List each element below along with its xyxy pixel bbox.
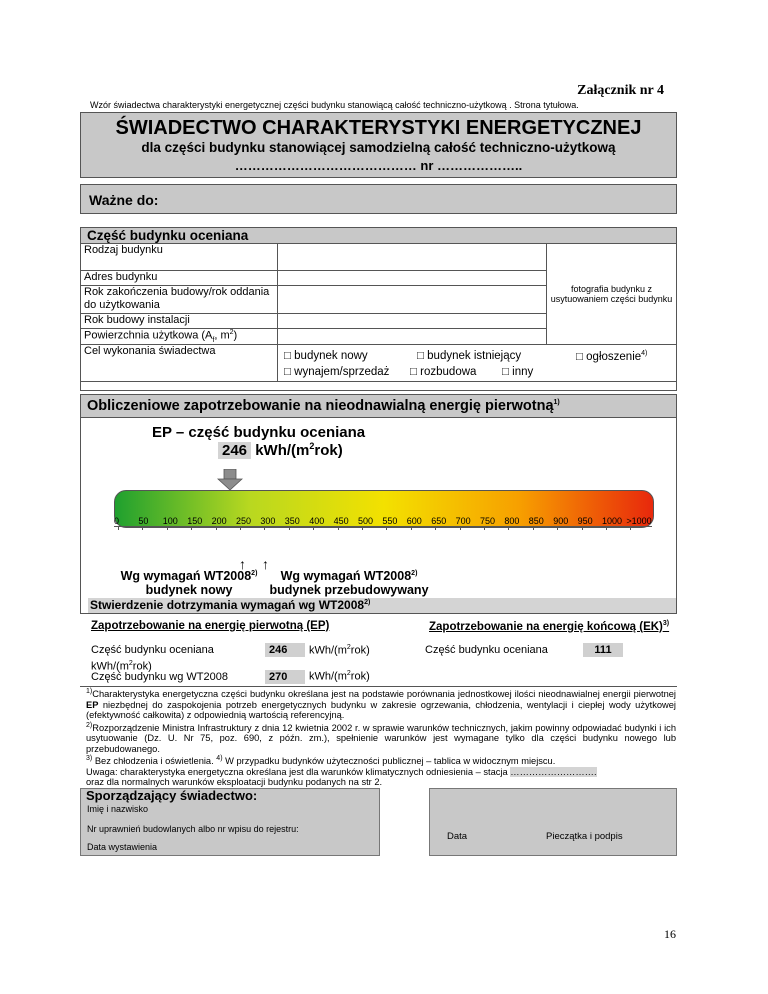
note-1: Uwaga: charakterystyka energetyczna określana jest dla warunków klimatycznych odniesienia – stacja ………………………. [86, 766, 597, 777]
ep-unit: kWh/$(m^2rok)$ [255, 441, 343, 459]
option-announcement[interactable]: □ ogłoszenie$^{4)}$ [576, 350, 648, 363]
ep-demand-heading: Zapotrzebowanie na energię pierwotną (EP) [91, 620, 330, 632]
scale-tick-label: 900 [553, 516, 569, 526]
scale-tick-label: 800 [504, 516, 520, 526]
scale-tick-label: 150 [187, 516, 203, 526]
building-section-heading: Część budynku oceniana [87, 228, 249, 243]
scale-tick-mark [289, 526, 290, 530]
issuer-heading: Sporządzający świadectwo: [86, 788, 258, 803]
scale-tick-label: 500 [358, 516, 374, 526]
ep-value-line [218, 441, 343, 459]
scale-tick-label: >1000 [626, 516, 652, 526]
energy-section-heading-bar [81, 395, 676, 418]
requirement-arrow-new: ↑ [239, 556, 246, 572]
footnote-3-4: $^{3)}$ Bez chłodzenia i oświetlenia. $^{4)}$ W przypadku budynków użyteczności publicznej – tablica w widocznym miejscu. [86, 755, 556, 767]
scale-tick-label: 750 [480, 516, 496, 526]
scale-tick-label: 250 [236, 516, 252, 526]
ek-demand-heading: Zapotrzebowanie na energię końcową (EK)$^{3)}$ [429, 620, 670, 633]
scale-tick-label: 350 [284, 516, 300, 526]
energy-section-heading: Obliczeniowe zapotrzebowanie na nieodnawialną energię pierwotną$^{1)}$ [87, 398, 560, 414]
signature-box [429, 788, 677, 856]
scale-tick-label: 400 [309, 516, 325, 526]
scale-tick-label: 550 [382, 516, 398, 526]
compliance-bar [88, 598, 676, 613]
row-installation-year: Rok budowy instalacji [81, 314, 278, 329]
option-rent-sale[interactable]: □ wynajem/sprzedaż [284, 366, 390, 378]
compliance-label: Stwierdzenie dotrzymania wymagań wg WT2008$^{2)}$ [90, 598, 371, 612]
input-installation-year[interactable] [278, 314, 547, 329]
scale-tick-label: 700 [455, 516, 471, 526]
scale-tick-mark [582, 526, 583, 530]
scale-tick-mark [167, 526, 168, 530]
scale-tick-mark [411, 526, 412, 530]
certificate-header [80, 112, 677, 178]
row-floor-area: Powierzchnia użytkowa ($A_f$, $m^2$) [81, 329, 278, 345]
requirement-arrow-rebuilt: ↑ [262, 556, 269, 572]
scale-tick-mark [264, 526, 265, 530]
ep-value: 246 [218, 442, 251, 459]
row-building-type: Rodzaj budynku [81, 244, 278, 271]
req-new-label: Wg wymagań WT2008$^{2)}$ budynek nowy [120, 569, 258, 597]
scale-tick-mark [191, 526, 192, 530]
scale-tick-mark [240, 526, 241, 530]
scale-tick-mark [362, 526, 363, 530]
input-address[interactable] [278, 271, 547, 286]
photo-placeholder [547, 244, 677, 345]
option-extension[interactable]: □ rozbudowa [410, 366, 477, 378]
row-purpose: Cel wykonania świadectwa [81, 345, 278, 382]
scale-tick-mark [460, 526, 461, 530]
scale-tick-mark [484, 526, 485, 530]
certificate-title: ŚWIADECTWO CHARAKTERYSTYKI ENERGETYCZNEJ [115, 117, 642, 139]
issuer-name-label: Imię i nazwisko [87, 804, 149, 814]
scale-axis-line [114, 526, 652, 527]
scale-tick-mark [142, 526, 143, 530]
scale-tick-mark [386, 526, 387, 530]
scale-tick-mark [313, 526, 314, 530]
row-address: Adres budynku [81, 271, 278, 286]
scale-tick-mark [533, 526, 534, 530]
scale-tick-label: 950 [577, 516, 593, 526]
issuer-box [80, 788, 380, 856]
scale-tick-label: 850 [528, 516, 544, 526]
scale-tick-label: 1000 [602, 516, 623, 526]
certificate-subtitle: dla części budynku stanowiącej samodzielną całość techniczno-użytkową [141, 140, 616, 155]
ep-marker-arrow [217, 469, 243, 491]
scale-tick-mark [338, 526, 339, 530]
req-rebuilt-label: Wg wymagań WT2008$^{2)}$ budynek przebudowywany [269, 569, 429, 597]
building-table [80, 243, 677, 382]
scale-tick-label: 100 [162, 516, 178, 526]
note-2: oraz dla normalnych warunków eksploatacji budynku podanych na str 2. [86, 777, 383, 788]
row-completion-year: Rok zakończenia budowy/rok oddania do użytkowania [81, 286, 278, 314]
ek-row-value: 111 [583, 643, 623, 657]
date-label: Data [447, 831, 468, 842]
ek-row-label: Część budynku oceniana [425, 644, 548, 656]
scale-tick-label: 300 [260, 516, 276, 526]
option-existing-building[interactable]: □ budynek istniejący [417, 350, 522, 362]
ep-row2-value: 270 [265, 670, 305, 684]
scale-tick-label: 50 [138, 516, 149, 526]
scale-tick-label: 650 [431, 516, 447, 526]
energy-scale [114, 516, 652, 536]
scale-tick-mark [435, 526, 436, 530]
scale-tick-mark [118, 526, 119, 530]
stamp-signature-label: Pieczątka i podpis [546, 831, 623, 842]
valid-until-box [80, 184, 677, 214]
page-number: 16 [664, 927, 676, 941]
ep-label: EP – część budynku oceniana [152, 424, 366, 441]
valid-until-label: Ważne do: [89, 192, 159, 208]
ep-row2-unit: kWh/$(m^2rok)$ [309, 670, 370, 683]
footnote-1: $^{1)}$Charakterystyka energetyczna części budynku określana jest na podstawie porównania jednostkowej ilości nieodnawialnej energii pierwotnej EP niezbędnej do zaspokojenia potrzeb energetycznych budynku w zakresie ogrzewania, chłodzenia, wentylacji i ciepłej wody użytkowej (efektywność całkowita) z odpowiednią wartością referencyjną. [86, 688, 676, 721]
input-floor-area[interactable] [278, 329, 547, 345]
scale-tick-mark [508, 526, 509, 530]
pattern-note: Wzór świadectwa charakterystyki energetycznej części budynku stanowiącą całość techniczno-użytkową . Strona tytułowa. [90, 100, 579, 110]
footnotes [86, 687, 676, 788]
scale-tick-mark [216, 526, 217, 530]
ep-row1-label: Część budynku oceniana kWh/$(m^2rok)$ [91, 644, 214, 673]
scale-tick-mark [630, 526, 631, 530]
building-section-heading-bar [81, 228, 676, 244]
annex-label: Załącznik nr 4 [577, 83, 664, 98]
footnote-2: $^{2)}$Rozporządzenie Ministra Infrastruktury z dnia 12 kwietnia 2002 r. w sprawie warunków technicznych, jakim powinny odpowiadać budynki i ich usytuowanie (Dz. U. Nr 75, poz. 690, z późn. zm.), spełnienie warunków jest wymagane tylko dla części budynku nowego lub przebudowanego. [86, 721, 676, 754]
scale-tick-mark [606, 526, 607, 530]
input-completion-year[interactable] [278, 286, 547, 314]
ep-row1-value: 246 [265, 643, 305, 657]
ep-row1-unit: kWh/$(m^2rok)$ [309, 644, 370, 657]
scale-tick-label: 600 [406, 516, 422, 526]
option-other[interactable]: □ inny [502, 366, 534, 378]
certificate-number-line: …………………………………… nr ……………….. [234, 158, 523, 173]
input-building-type[interactable] [278, 244, 547, 271]
scale-tick-label: 0 [114, 516, 120, 526]
ep-row2-label: Część budynku wg WT2008 [91, 671, 228, 683]
option-new-building[interactable]: □ budynek nowy [284, 350, 368, 362]
scale-tick-mark [557, 526, 558, 530]
purpose-options [278, 345, 677, 382]
scale-tick-label: 450 [333, 516, 349, 526]
issuer-license-label: Nr uprawnień budowlanych albo nr wpisu do rejestru: [87, 824, 299, 834]
issuer-issue-date-label: Data wystawienia [87, 842, 158, 852]
scale-tick-label: 200 [211, 516, 227, 526]
photo-label: fotografia budynku z usytuowaniem części budynku [550, 284, 673, 304]
